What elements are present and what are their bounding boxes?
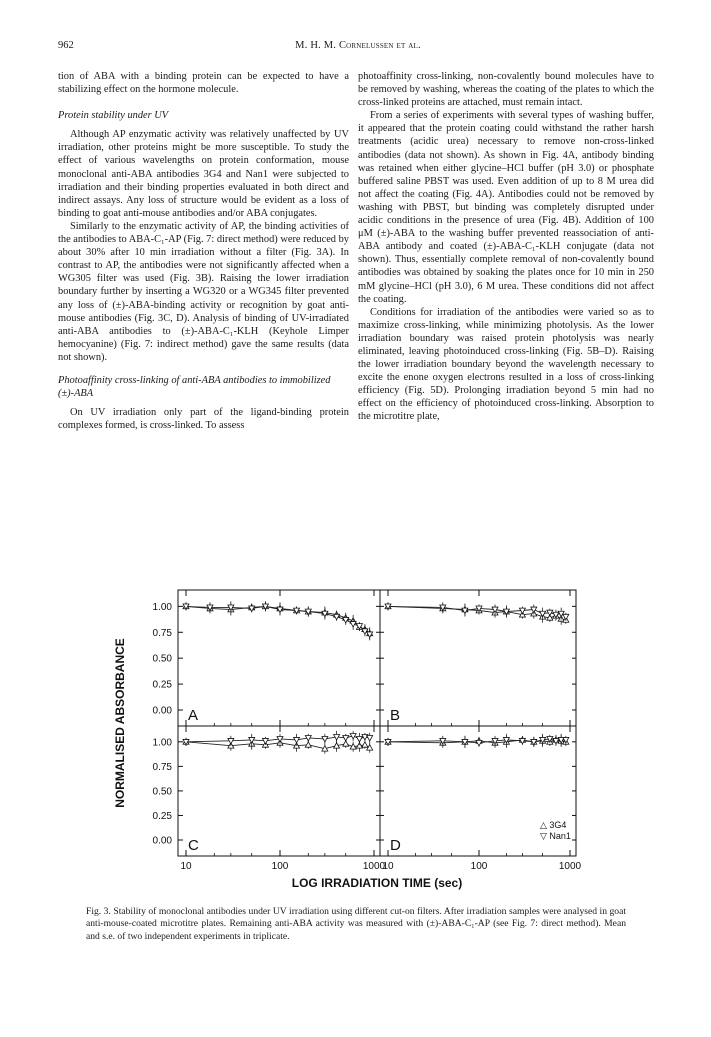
figure-caption [86,906,626,943]
y-tick-label: 0.75 [152,627,172,639]
x-tick-label: 1000 [558,861,582,872]
running-head: M. H. M. Cornelussen et al. [295,40,421,51]
right-paragraph-3: Conditions for irradiation of the antibodies were varied so as to maximize cross-linking, while minimizing photolysis. As the lower irradiation boundary was raised protein photolysis was nearly eliminated, leaving photoinduced cross-linking (Fig. 5B–D). Raising the lower irradiation boundary beyond the wavelength necessary to excite the enone oxygen electrons resulted in a loss of cross-linking efficiency (Fig. 5D). Prolonging irradiation beyond 5 min had no effect on the efficiency of photoinduced cross-linking. Absorption to the microtitre plate, [358,306,654,423]
data-point-Nan1 [343,735,349,740]
figure-3 [110,568,610,904]
left-paragraph-4: On UV irradiation only part of the ligand-binding protein complexes formed, is cross-linked. To assess [58,407,349,432]
x-axis-title: LOG IRRADIATION TIME (sec) [291,876,463,890]
x-tick-label: 10 [382,861,394,872]
y-tick-label: 0.25 [152,679,172,691]
data-point-3G4 [362,742,368,747]
left-column [58,70,349,432]
page-number: 962 [58,40,74,51]
y-tick-label: 0.75 [152,761,172,773]
x-tick-label: 1000 [362,861,386,872]
figure-caption-text: Fig. 3. Stability of monoclonal antibodies under UV irradiation using different cut-on filters. After irradiation samples were analysed in goat anti-mouse-coated microtitre plates. Remaining anti-ABA activity was measured with (±)-ABA-C₁-AP (see Fig. 7: direct method). Mean and s.e. of two independent experiments in triplicate. [86,906,626,942]
left-paragraph-1: tion of ABA with a binding protein can be expected to have a stabilizing effect on the hormone molecule. [58,71,349,96]
data-point-Nan1 [262,738,268,743]
section-heading-protein-stability: Protein stability under UV [58,110,169,122]
legend-entry-3G4: △ 3G4 [540,820,567,830]
panel-label-D: D [390,837,401,854]
y-tick-label: 1.00 [152,737,172,749]
figure-3-chart [110,568,610,904]
panel-label-A: A [188,707,199,724]
x-tick-label: 10 [180,861,192,872]
left-paragraph-2: Although AP enzymatic activity was relatively unaffected by UV irradiation, other proteins might be more susceptible. To study the effect of various wavelengths on protein conformation, mouse monoclonal anti-ABA antibodies 3G4 and Nan1 were subjected to irradiation and their binding properties evaluated in both direct and indirect assays. Any loss of structure would be evident as a loss of binding to goat anti-mouse antibodies and/or ABA conjugates. [58,129,349,219]
panel-label-B: B [390,707,401,724]
data-point-Nan1 [356,736,362,741]
right-paragraph-1: photoaffinity cross-linking, non-covalently bound molecules have to be removed by washing, whereas the coating of the plates to which the cross-linked proteins are attached, must remain intact. [358,71,654,109]
data-point-3G4 [305,742,311,747]
y-tick-label: 0.00 [152,705,172,717]
panel-label-C: C [188,837,199,854]
data-point-Nan1 [367,735,373,740]
y-tick-label: 0.50 [152,653,172,665]
section-heading-photoaffinity: Photoaffinity cross-linking of anti-ABA antibodies to immobilized (±)-ABA [58,374,331,400]
right-paragraph-2: From a series of experiments with several types of washing buffer, it appeared that the protein coating could withstand the rather harsh treatments (acidic urea) necessary to remove non-cross-linked antibodies (data not shown). As shown in Fig. 4A, antibody binding was retained when either glycine–HCl buffer (pH 3.0) or phosphate buffered saline PBST was used. Even addition of up to 8 M urea did not affect the coating (Fig. 4A). Antibodies could not be removed by washing with PBST, but binding was completely disrupted under acidic conditions in the presence of urea (Fig. 4B). Addition of 100 μM (±)-ABA to the washing buffer prevented reassociation of anti-ABA antibody and coated (±)-ABA-C₁-KLH conjugate (data not shown). Thus, essentially complete removal of non-covalently bound antibodies was obtained by soaking the plates once for 10 min in 250 mM glycine–HCl (pH 3.0), 6 M urea. These conditions did not affect the coating. [358,110,654,305]
left-paragraph-3: Similarly to the enzymatic activity of AP, the binding activities of the antibodies to ABA-C₁-AP (Fig. 7: direct method) were reduced by about 30% after 10 min irradiation without a filter (Fig. 3A). In contrast to AP, the antibodies were not significantly affected when a WG305 filter was used (Fig. 3B). Raising the lower irradiation boundary further by inserting a WG320 or a WG345 filter prevented any loss of (±)-ABA-binding activity or recognition by goat anti-mouse antibodies (Fig. 3C, D). Analysis of binding of UV-irradiated anti-ABA antibodies to (±)-ABA-C₁-KLH (Keyhole Limper hemocyanine) (Fig. 7: indirect method) gave the same results (data not shown). [58,220,349,363]
y-tick-label: 0.50 [152,786,172,798]
y-tick-label: 0.00 [152,835,172,847]
figure-frame [178,590,576,856]
x-tick-label: 100 [470,861,488,872]
right-column [358,70,654,424]
page-header [58,40,658,56]
y-tick-label: 0.25 [152,810,172,822]
y-tick-label: 1.00 [152,601,172,613]
x-tick-label: 100 [271,861,289,872]
y-axis-title: NORMALISED ABSORBANCE [113,638,127,808]
legend-entry-Nan1: ▽ Nan1 [540,831,571,841]
